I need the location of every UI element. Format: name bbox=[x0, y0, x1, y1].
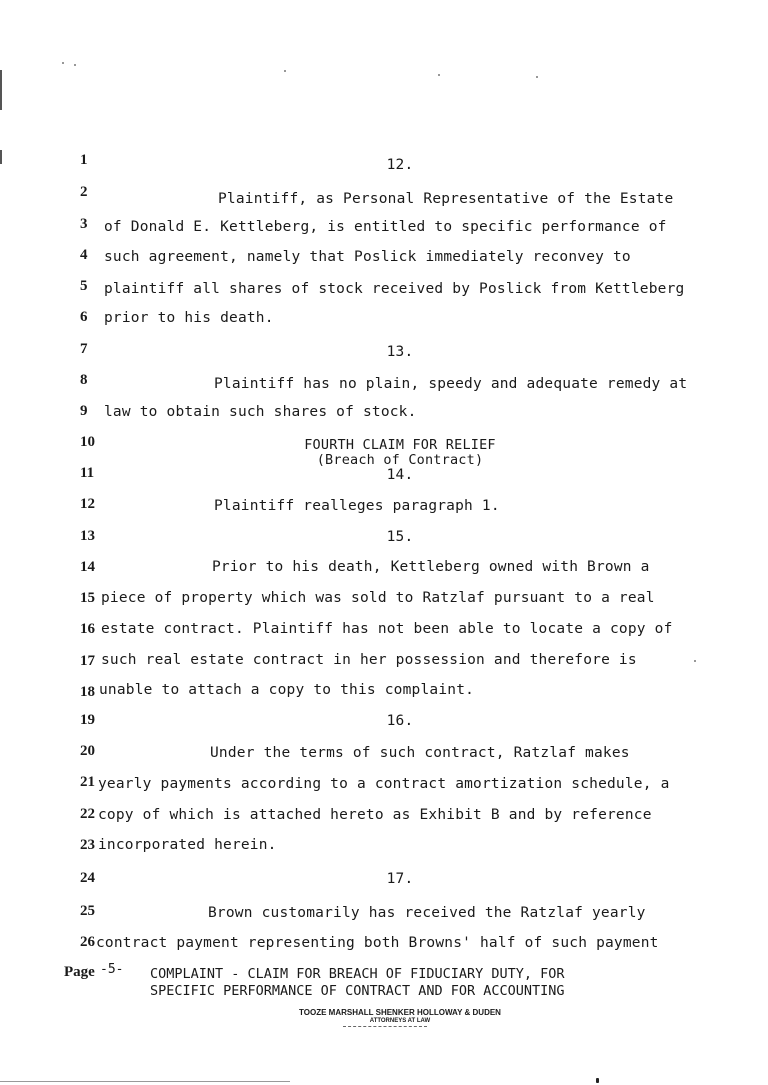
body-text-line: unable to attach a copy to this complaint. bbox=[99, 682, 475, 698]
body-text-line: yearly payments according to a contract amortization schedule, a bbox=[98, 776, 670, 792]
line-number: 18 bbox=[80, 684, 95, 700]
body-text-line: law to obtain such shares of stock. bbox=[104, 404, 417, 420]
section-heading: FOURTH CLAIM FOR RELIEF bbox=[304, 437, 496, 453]
line-number: 14 bbox=[80, 559, 95, 575]
scan-speck bbox=[62, 62, 64, 64]
footer-document-title-continued: SPECIFIC PERFORMANCE OF CONTRACT AND FOR ACCOUNTING bbox=[150, 983, 565, 999]
body-text-line: Plaintiff, as Personal Representative of the Estate bbox=[218, 191, 674, 207]
body-text-line: incorporated herein. bbox=[98, 837, 277, 853]
line-number: 4 bbox=[80, 247, 88, 263]
line-number: 9 bbox=[80, 403, 88, 419]
footer-document-title: COMPLAINT - CLAIM FOR BREACH OF FIDUCIARY DUTY, FOR bbox=[150, 966, 565, 982]
paragraph-number: 12. bbox=[386, 157, 414, 173]
line-number: 15 bbox=[80, 590, 95, 606]
line-number: 26 bbox=[80, 934, 95, 950]
line-number: 12 bbox=[80, 496, 95, 512]
footer-page-number: -5- bbox=[100, 962, 124, 977]
body-text-line: Plaintiff realleges paragraph 1. bbox=[214, 498, 500, 514]
body-text-line: such real estate contract in her possession and therefore is bbox=[101, 652, 637, 668]
paragraph-number: 16. bbox=[386, 713, 414, 729]
body-text-line: Plaintiff has no plain, speedy and adequate remedy at bbox=[214, 376, 688, 392]
footer-page-label: Page bbox=[64, 964, 95, 980]
paragraph-number: 17. bbox=[386, 871, 414, 887]
line-number: 7 bbox=[80, 341, 88, 357]
line-number: 17 bbox=[80, 653, 95, 669]
line-number: 8 bbox=[80, 372, 88, 388]
line-number: 13 bbox=[80, 528, 95, 544]
scan-edge-mark bbox=[0, 70, 2, 110]
paragraph-number: 14. bbox=[386, 467, 414, 483]
body-text-line: estate contract. Plaintiff has not been able to locate a copy of bbox=[101, 621, 673, 637]
body-text-line: plaintiff all shares of stock received by Poslick from Kettleberg bbox=[104, 281, 685, 297]
law-firm-address-line bbox=[343, 1026, 427, 1029]
body-text-line: copy of which is attached hereto as Exhibit B and by reference bbox=[98, 807, 652, 823]
line-number: 21 bbox=[80, 774, 95, 790]
line-number: 3 bbox=[80, 216, 88, 232]
body-text-line: such agreement, namely that Poslick immediately reconvey to bbox=[104, 249, 631, 265]
line-number: 22 bbox=[80, 806, 95, 822]
line-number: 11 bbox=[80, 465, 95, 481]
line-number: 19 bbox=[80, 712, 95, 728]
line-number: 10 bbox=[80, 434, 95, 450]
line-number: 23 bbox=[80, 837, 95, 853]
paragraph-number: 13. bbox=[386, 344, 414, 360]
line-number: 20 bbox=[80, 743, 95, 759]
body-text-line: Prior to his death, Kettleberg owned with Brown a bbox=[212, 559, 650, 575]
line-number: 24 bbox=[80, 870, 95, 886]
body-text-line: Brown customarily has received the Ratzlaf yearly bbox=[208, 905, 646, 921]
scan-speck bbox=[74, 64, 76, 66]
law-firm-name: TOOZE MARSHALL SHENKER HOLLOWAY & DUDEN bbox=[299, 1008, 501, 1017]
section-subheading: (Breach of Contract) bbox=[316, 452, 484, 468]
scan-speck bbox=[438, 74, 440, 76]
body-text-line: contract payment representing both Browns' half of such payment bbox=[96, 935, 659, 951]
line-number: 1 bbox=[80, 152, 88, 168]
bottom-rule bbox=[0, 1081, 290, 1082]
line-number: 25 bbox=[80, 903, 95, 919]
scan-speck bbox=[694, 660, 696, 662]
body-text-line: prior to his death. bbox=[104, 310, 274, 326]
line-number: 6 bbox=[80, 309, 88, 325]
scan-speck bbox=[284, 70, 286, 72]
body-text-line: of Donald E. Kettleberg, is entitled to specific performance of bbox=[104, 219, 667, 235]
body-text-line: Under the terms of such contract, Ratzlaf makes bbox=[210, 745, 630, 761]
line-number: 2 bbox=[80, 184, 88, 200]
line-number: 16 bbox=[80, 621, 95, 637]
law-firm-subtitle: ATTORNEYS AT LAW bbox=[369, 1018, 431, 1024]
scan-edge-mark bbox=[0, 150, 2, 164]
paragraph-number: 15. bbox=[386, 529, 414, 545]
scan-speck bbox=[596, 1078, 599, 1083]
body-text-line: piece of property which was sold to Ratzlaf pursuant to a real bbox=[101, 590, 655, 606]
scan-speck bbox=[536, 76, 538, 78]
line-number: 5 bbox=[80, 278, 88, 294]
